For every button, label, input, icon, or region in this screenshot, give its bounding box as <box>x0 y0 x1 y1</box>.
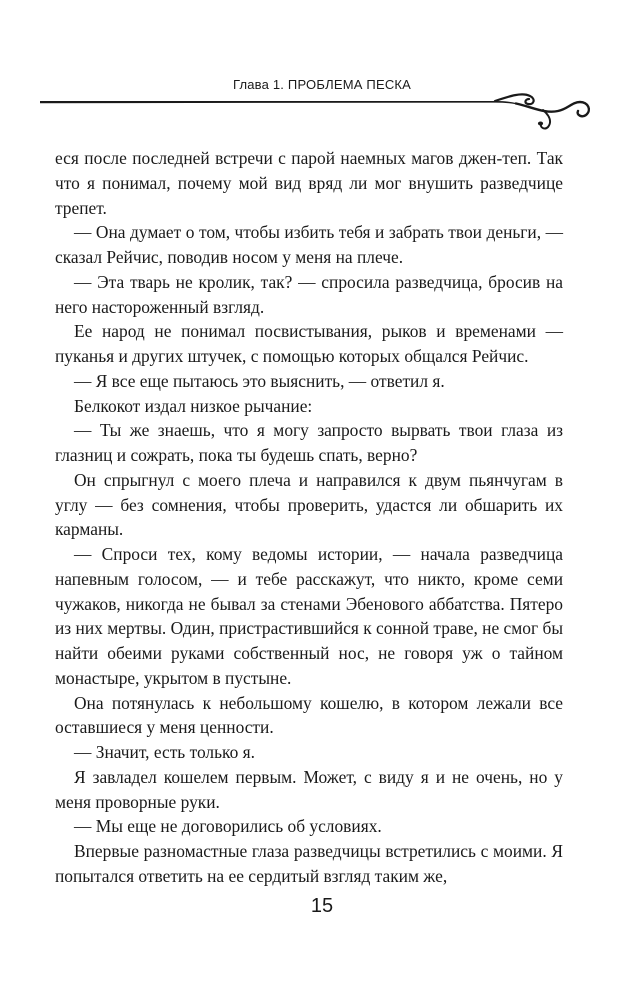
paragraph: Он спрыгнул с моего плеча и направился к двум пьянчугам в углу — без сомнения, чтобы проверить, удастся ли обшарить их карманы. <box>55 469 563 540</box>
paragraph: Белкокот издал низкое рычание: <box>74 395 313 416</box>
body-text <box>55 146 563 889</box>
flourish-rule-icon <box>40 88 600 132</box>
paragraph: Впервые разномастные глаза разведчицы встретились с моими. Я попытался ответить на ее сердитый взгляд таким же, <box>55 841 563 886</box>
paragraph: — Ты же знаешь, что я могу запросто вырвать твои глаза из глазниц и сожрать, пока ты будешь спать, верно? <box>55 420 563 465</box>
paragraph: Она потянулась к небольшому кошелю, в котором лежали все оставшиеся у меня ценности. <box>55 692 563 738</box>
paragraph: — Она думает о том, чтобы избить тебя и забрать твои деньги, — сказал Рейчис, поводив носом у меня на плече. <box>55 222 563 267</box>
running-head: Глава 1. ПРОБЛЕМА ПЕСКА <box>232 77 412 92</box>
paragraph: — Я все еще пытаюсь это выяснить, — ответил я. <box>74 370 445 391</box>
paragraph: Я завладел кошелем первым. Может, с виду я и не очень, но у меня проворные руки. <box>55 766 563 812</box>
paragraph: — Мы еще не договорились об условиях. <box>74 816 382 837</box>
paragraph: — Эта тварь не кролик, так? — спросила разведчица, бросив на него настороженный взгляд. <box>55 271 563 317</box>
paragraph: еся после последней встречи с парой наемных магов джен-теп. Так что я понимал, почему мой вид вряд ли мог внушить разведчице трепет. <box>55 148 563 218</box>
paragraph: — Спроси тех, кому ведомы истории, — начала разведчица напевным голосом, — и тебе расскажут, что никто, кроме семи чужаков, никогда не бывал за стенами Эбенового аббатства. Пятеро из них мертвы. Один, пристрастившийся к сонной траве, не смог бы найти обеими руками собственный нос, не говоря уж о тайном монастыре, укрытом в пустыне. <box>55 544 563 688</box>
paragraph: — Значит, есть только я. <box>74 742 255 762</box>
paragraph: Ее народ не понимал посвистывания, рыков и временами — пуканья и других штучек, с помощью которых общался Рейчис. <box>55 321 563 366</box>
page-number: 15 <box>310 895 334 917</box>
